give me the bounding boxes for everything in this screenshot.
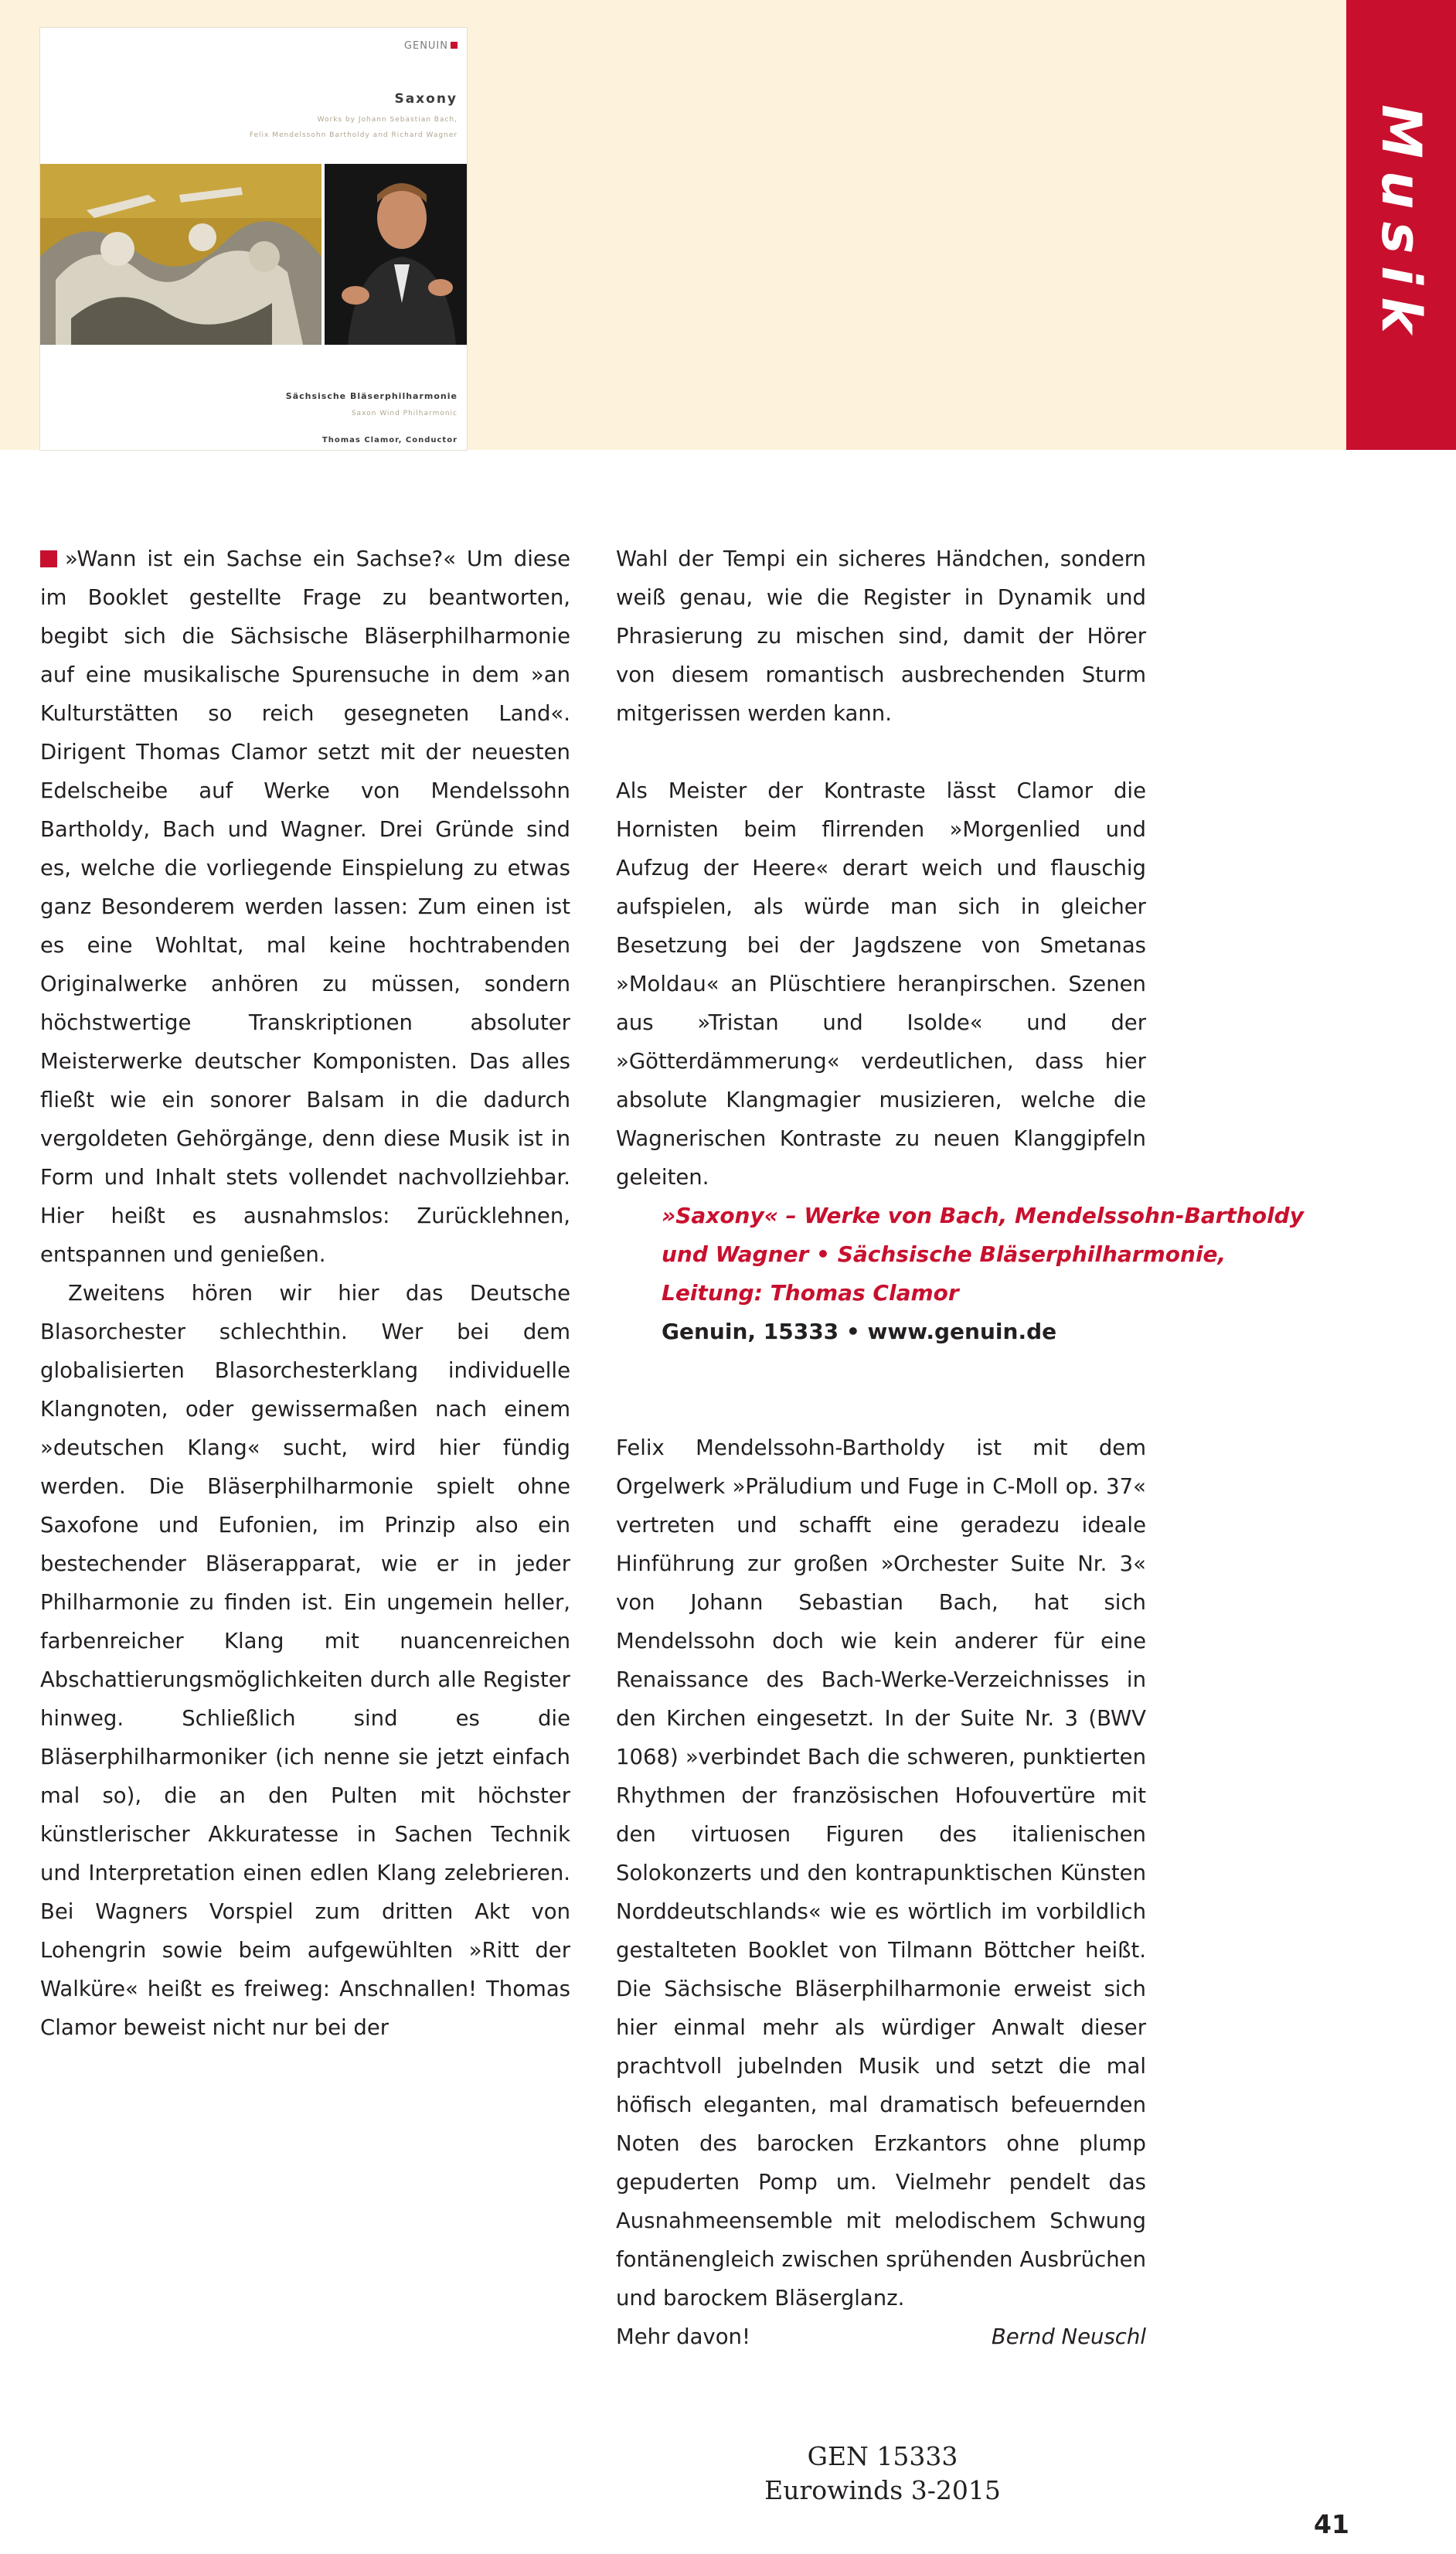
section-label: Musik <box>1369 104 1433 346</box>
cd-info-box <box>662 1197 1357 1351</box>
cd-artwork-mosaic <box>40 164 321 345</box>
cd-info-title: »Saxony« – Werke von Bach, Mendelssohn-Bartholdy <box>662 1203 1304 1228</box>
section-bullet-icon <box>40 550 57 567</box>
article-paragraph: »Wann ist ein Sachse ein Sachse?« Um diese im Booklet gestellte Frage zu beantworten, begibt sich die Sächsische Bläserphilharmonie auf eine musikalische Spurensuche in dem »an Kulturstätten so reich gesegneten Land«. Dirigent Thomas Clamor setzt mit der neuesten Edelscheibe auf Werke von Mendelssohn Bartholdy, Bach und Wagner. Drei Gründe sind es, welche die vorliegende Einspielung zu etwas ganz Besonderem werden lassen: Zum einen ist es eine Wohltat, mal keine hochtrabenden Originalwerke anhören zu müssen, sondern höchstwertige Transkriptionen absoluter Meisterwerke deutscher Komponisten. Das alles fließt wie ein sonorer Balsam in die dadurch vergoldeten Gehörgänge, denn diese Musik ist in Form und Inhalt stets vollendet nachvollziehbar. Hier heißt es ausnahmslos: Zurücklehnen, entspannen und genießen. <box>40 547 570 1267</box>
article-paragraph: Zweitens hören wir hier das Deutsche Blasorchester schlechthin. Wer bei dem globalisierten Blasorchesterklang individuelle Klangnoten, oder gewissermaßen nach einem »deutschen Klang« sucht, wird hier fündig werden. Die Bläserphilharmonie spielt ohne Saxofone und Eufonien, im Prinzip also ein bestechender Bläserapparat, wie er in jeder Philharmonie zu finden ist. Ein ungemein heller, farbenreicher Klang mit nuancenreichen Abschattierungsmöglichkeiten durch alle Register hinweg. Schließlich sind es die Bläserphilharmoniker (ich nenne sie jetzt einfach mal so), die an den Pulten mit höchster künstlerischer Akkuratesse in Sachen Technik und Interpretation einen edlen Klang zelebrieren. Bei Wagners Vorspiel zum dritten Akt von Lohengrin sowie beim aufgewühlten »Ritt der Walküre« heißt es freiweg: Anschnallen! Thomas Clamor beweist nicht nur bei der <box>40 1281 570 2040</box>
article-column-left <box>40 540 570 2047</box>
cd-title: Saxony <box>394 91 458 107</box>
author-name: Bernd Neuschl <box>991 2324 1146 2349</box>
catalog-number: GEN 15333 <box>807 2441 958 2471</box>
cd-subtitle: Works by Johann Sebastian Bach, <box>317 116 458 124</box>
article-signoff <box>616 2317 1146 2356</box>
cd-info-credit: Leitung: Thomas Clamor <box>662 1280 959 1306</box>
cd-info-label: Genuin, 15333 • www.genuin.de <box>662 1319 1057 1344</box>
page-number: 41 <box>1314 2509 1349 2539</box>
article-paragraph: Als Meister der Kontraste lässt Clamor die Hornisten beim flirrenden »Morgenlied und Aufzug der Heere« derart weich und flauschig aufspielen, als würde man sich in gleicher Besetzung bei der Jagdszene von Smetanas »Moldau« an Plüschtiere heranpirschen. Szenen aus »Tristan und Isolde« und der »Götterdämmerung« verdeutlichen, dass hier absolute Klangmagier musizieren, welche die Wagnerischen Kontraste zu neuen Klanggipfeln geleiten. <box>616 778 1146 1190</box>
cd-label-logo: GENUIN <box>404 40 458 52</box>
closing-text: Mehr davon! <box>616 2324 750 2349</box>
footer-reference <box>728 2440 1037 2508</box>
article-paragraph: Felix Mendelssohn-Bartholdy ist mit dem Orgelwerk »Präludium und Fuge in C-Moll op. 37« vertreten und schafft eine geradezu ideale Hinführung zur großen »Orchester Suite Nr. 3« von Johann Sebastian Bach, hat sich Mendelssohn doch wie kein anderer für eine Renaissance des Bach-Werke-Verzeichnisses in den Kirchen eingesetzt. In der Suite Nr. 3 (BWV 1068) »verbindet Bach die schweren, punktierten Rhythmen der französischen Hofouvertüre mit den virtuosen Figuren des italienischen Solokonzerts und den kontrapunktischen Künsten Norddeutschlands« wie es wörtlich im vorbildlich gestalteten Booklet von Tilmann Böttcher heißt. Die Sächsische Bläserphilharmonie erweist sich hier einmal mehr als würdiger Anwalt dieser prachtvoll jubelnden Musik und setzt die mal höfisch eleganten, mal dramatisch befeuernden Noten des barocken Erzkantors ohne plump gepuderten Pomp um. Vielmehr pendelt das Ausnahmeensemble mit melodischem Schwung fontänengleich zwischen sprühenden Ausbrüchen und barockem Bläserglanz. <box>616 1435 1146 2311</box>
cd-info-title: und Wagner • Sächsische Bläserphilharmonie, <box>662 1241 1226 1267</box>
cd-ensemble: Sächsische Bläserphilharmonie <box>285 391 458 401</box>
article-column-right-bottom <box>616 1429 1146 2356</box>
conductor-photo <box>325 164 467 345</box>
cd-ensemble-sub: Saxon Wind Philharmonic <box>351 410 458 417</box>
cd-cover <box>40 28 467 450</box>
issue-label: Eurowinds 3-2015 <box>764 2475 1001 2505</box>
article-column-right-top <box>616 540 1146 1197</box>
cd-conductor: Thomas Clamor, Conductor <box>321 436 458 444</box>
article-paragraph: Wahl der Tempi ein sicheres Händchen, sondern weiß genau, wie die Register in Dynamik und Phrasierung zu mischen sind, damit der Hörer von diesem romantisch ausbrechenden Sturm mitgerissen werden kann. <box>616 547 1146 726</box>
cd-subtitle: Felix Mendelssohn Bartholdy and Richard Wagner <box>249 131 458 139</box>
